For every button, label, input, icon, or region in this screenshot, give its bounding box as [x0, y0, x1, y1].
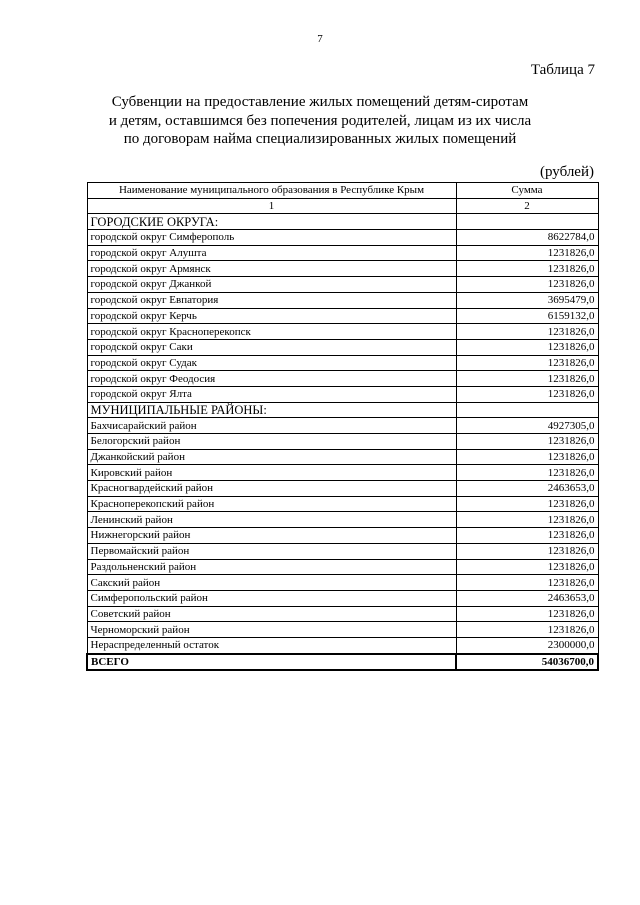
- table-row: [87, 355, 598, 371]
- row-amount: 1231826,0: [456, 449, 598, 465]
- total-label: ВСЕГО: [87, 654, 456, 671]
- row-amount: 4927305,0: [456, 418, 598, 434]
- table-row: [87, 434, 598, 450]
- table-row: [87, 622, 598, 638]
- table-row: [87, 528, 598, 544]
- row-name: городской округ Алушта: [87, 245, 456, 261]
- row-amount: 1231826,0: [456, 324, 598, 340]
- row-name: городской округ Ялта: [87, 386, 456, 402]
- column-number: 2: [456, 198, 598, 214]
- row-name: Нижнегорский район: [87, 528, 456, 544]
- row-name: Красноперекопский район: [87, 496, 456, 512]
- row-name: Кировский район: [87, 465, 456, 481]
- row-amount: 1231826,0: [456, 575, 598, 591]
- row-amount: 1231826,0: [456, 465, 598, 481]
- row-name: Первомайский район: [87, 543, 456, 559]
- column-number: 1: [87, 198, 456, 214]
- table-label: Таблица 7: [530, 62, 595, 78]
- row-amount: 1231826,0: [456, 512, 598, 528]
- page-number: 7: [317, 33, 323, 45]
- table-row: [87, 386, 598, 402]
- table-row: [87, 324, 598, 340]
- table-row: [87, 543, 598, 559]
- row-name: городской округ Судак: [87, 355, 456, 371]
- row-amount: 1231826,0: [456, 261, 598, 277]
- row-amount: 1231826,0: [456, 339, 598, 355]
- section-row-districts: [87, 402, 598, 418]
- title-line: и детям, оставшимся без попечения родителей, лицам из их числа: [108, 112, 532, 129]
- row-name: городской округ Красноперекопск: [87, 324, 456, 340]
- row-amount: 1231826,0: [456, 434, 598, 450]
- section-title: ГОРОДСКИЕ ОКРУГА:: [87, 214, 456, 230]
- table-row: [87, 590, 598, 606]
- row-name: городской округ Саки: [87, 339, 456, 355]
- row-amount: 1231826,0: [456, 559, 598, 575]
- table-row: [87, 261, 598, 277]
- column-number-row: [87, 198, 598, 214]
- section-title: МУНИЦИПАЛЬНЫЕ РАЙОНЫ:: [87, 402, 456, 418]
- table-row: [87, 449, 598, 465]
- units-label: (рублей): [539, 164, 594, 180]
- total-row: [87, 654, 598, 671]
- row-name: городской округ Феодосия: [87, 371, 456, 387]
- row-name: городской округ Симферополь: [87, 230, 456, 246]
- row-amount: 1231826,0: [456, 386, 598, 402]
- title-line: Субвенции на предоставление жилых помещений детям-сиротам: [111, 94, 529, 110]
- table-row: [87, 496, 598, 512]
- column-header-amount: Сумма: [456, 183, 598, 199]
- row-amount: 1231826,0: [456, 606, 598, 622]
- row-amount: 1231826,0: [456, 528, 598, 544]
- table-row: [87, 339, 598, 355]
- row-amount: 1231826,0: [456, 543, 598, 559]
- row-amount: 1231826,0: [456, 371, 598, 387]
- table-row: [87, 512, 598, 528]
- subventions-table: [86, 182, 599, 671]
- row-name: Симферопольский район: [87, 590, 456, 606]
- row-name: городской округ Евпатория: [87, 292, 456, 308]
- row-name: городской округ Керчь: [87, 308, 456, 324]
- row-name: Черноморский район: [87, 622, 456, 638]
- row-amount: 1231826,0: [456, 245, 598, 261]
- table-row: [87, 418, 598, 434]
- row-name: Ленинский район: [87, 512, 456, 528]
- column-header-name: Наименование муниципального образования в Республике Крым: [87, 183, 456, 199]
- row-amount: 1231826,0: [456, 355, 598, 371]
- row-name: Бахчисарайский район: [87, 418, 456, 434]
- table-row: [87, 277, 598, 293]
- row-name: Сакский район: [87, 575, 456, 591]
- row-amount: 3695479,0: [456, 292, 598, 308]
- table-row: [87, 371, 598, 387]
- table-row: [87, 575, 598, 591]
- row-name: Нераспределенный остаток: [87, 637, 456, 653]
- row-name: городской округ Джанкой: [87, 277, 456, 293]
- table-row: [87, 292, 598, 308]
- row-amount: 2463653,0: [456, 590, 598, 606]
- title-line: по договорам найма специализированных жилых помещений: [123, 131, 517, 147]
- row-amount: 8622784,0: [456, 230, 598, 246]
- row-name: Джанкойский район: [87, 449, 456, 465]
- row-amount: 1231826,0: [456, 496, 598, 512]
- table-row: [87, 559, 598, 575]
- row-name: Белогорский район: [87, 434, 456, 450]
- table-row: [87, 465, 598, 481]
- row-amount: 6159132,0: [456, 308, 598, 324]
- section-row-cities: [87, 214, 598, 230]
- row-name: Советский район: [87, 606, 456, 622]
- table-row: [87, 230, 598, 246]
- row-name: городской округ Армянск: [87, 261, 456, 277]
- table-row: [87, 481, 598, 497]
- row-amount: 2300000,0: [456, 637, 598, 653]
- row-amount: 1231826,0: [456, 622, 598, 638]
- document-title: [40, 93, 600, 149]
- table-row: [87, 245, 598, 261]
- table-row: [87, 308, 598, 324]
- header-row: [87, 183, 598, 199]
- table-row: [87, 606, 598, 622]
- row-name: Раздольненский район: [87, 559, 456, 575]
- row-amount: 2463653,0: [456, 481, 598, 497]
- total-amount: 54036700,0: [456, 654, 598, 671]
- row-amount: 1231826,0: [456, 277, 598, 293]
- row-name: Красногвардейский район: [87, 481, 456, 497]
- table-row: [87, 637, 598, 653]
